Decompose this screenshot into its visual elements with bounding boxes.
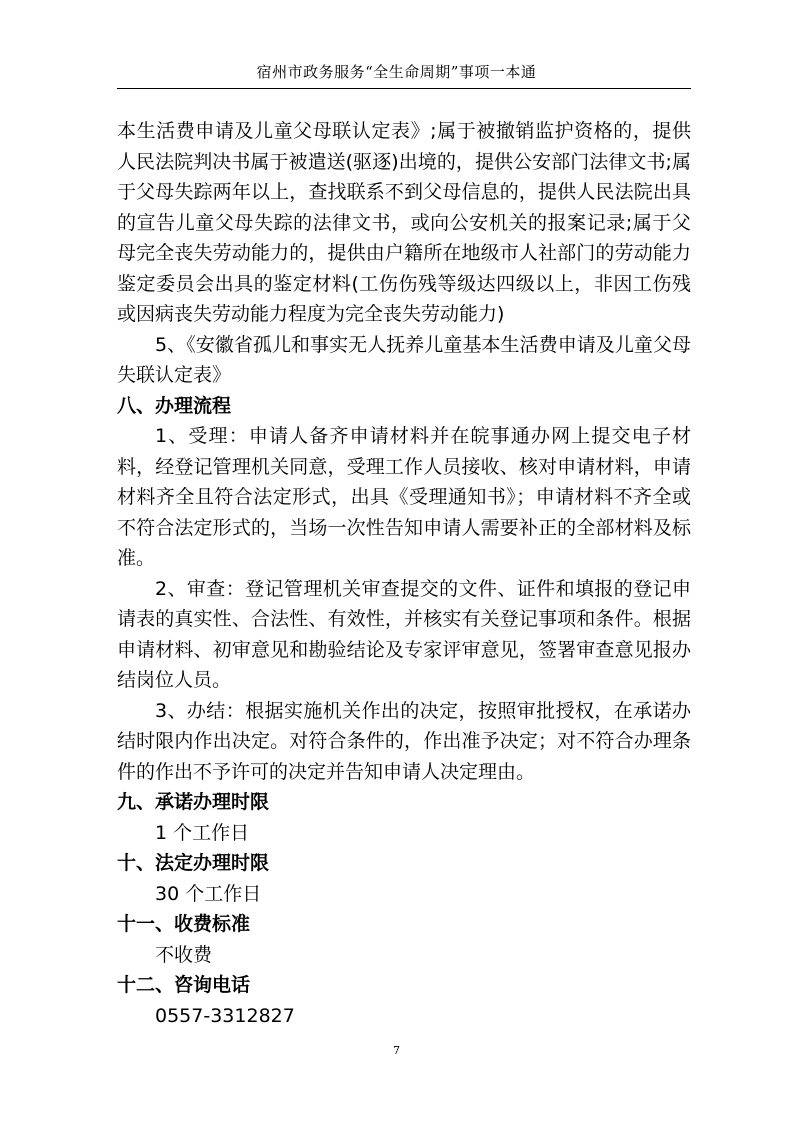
section-heading-process: 八、办理流程 <box>117 394 232 417</box>
paragraph-material-5: 5、《安徽省孤儿和事实无人抚养儿童基本生活费申请及儿童父母失联认定表》 <box>117 333 691 386</box>
header-divider <box>117 88 691 89</box>
section-heading-fee: 十一、收费标准 <box>117 913 251 935</box>
document-body <box>117 116 691 1031</box>
fee-value: 不收费 <box>155 943 213 966</box>
paragraph-process-review: 2、审查：登记管理机关审查提交的文件、证件和填报的登记申请表的真实性、合法性、有效性，并核实有关登记事项和条件。根据申请材料、初审意见和勘验结论及专家评审意见，签署审查意见报办结岗位人员。 <box>117 577 691 691</box>
phone-value: 0557-3312827 <box>155 1004 295 1027</box>
paragraph-materials-continued: 本生活费申请及儿童父母联认定表》;属于被撤销监护资格的，提供人民法院判决书属于被遣送(驱逐)出境的，提供公安部门法律文书;属于父母失踪两年以上，查找联系不到父母信息的，提供人民法院出具的宣告儿童父母失踪的法律文书，或向公安机关的报案记录;属于父母完全丧失劳动能力的，提供由户籍所在地级市人社部门的劳动能力鉴定委员会出具的鉴定材料(工伤伤残等级达四级以上，非因工伤残或因病丧失劳动能力程度为完全丧失劳动能力) <box>117 120 691 325</box>
section-heading-legal-time: 十、法定办理时限 <box>117 852 270 874</box>
page-header-title: 宿州市政务服务“全生命周期”事项一本通 <box>256 63 537 81</box>
promised-time-value: 1 个工作日 <box>155 821 250 844</box>
legal-time-value: 30 个工作日 <box>155 882 262 905</box>
page-number: 7 <box>393 1044 400 1057</box>
paragraph-process-accept: 1、受理：申请人备齐申请材料并在皖事通办网上提交电子材料，经登记管理机关同意，受理工作人员接收、核对申请材料，申请材料齐全且符合法定形式，出具《受理通知书》；申请材料不齐全或不符合法定形式的，当场一次性告知申请人需要补正的全部材料及标准。 <box>117 425 691 569</box>
paragraph-process-complete: 3、办结：根据实施机关作出的决定，按照审批授权，在承诺办结时限内作出决定。对符合条件的，作出准予决定；对不符合办理条件的作出不予许可的决定并告知申请人决定理由。 <box>117 699 691 783</box>
section-heading-promised-time: 九、承诺办理时限 <box>117 791 270 813</box>
section-heading-phone: 十二、咨询电话 <box>117 974 251 996</box>
